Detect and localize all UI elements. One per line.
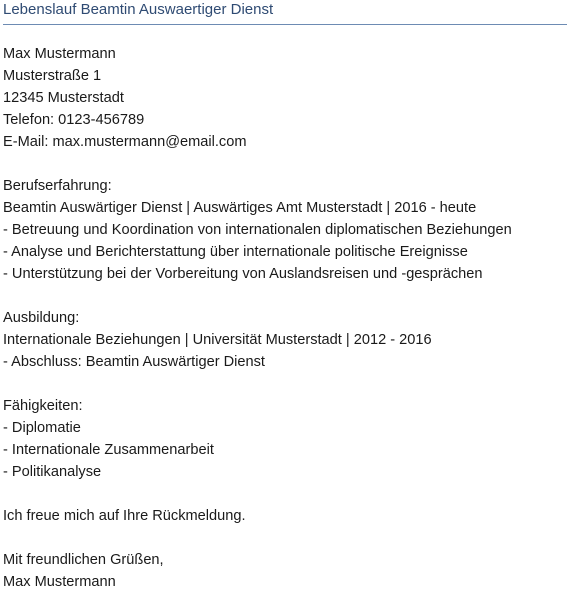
skill-item: - Diplomatie (3, 420, 81, 436)
contact-block (3, 43, 563, 153)
experience-item: - Unterstützung bei der Vorbereitung von Auslandsreisen und -gesprächen (3, 266, 483, 282)
document-title: Lebenslauf Beamtin Auswaertiger Dienst (3, 1, 274, 18)
signature-name: Max Mustermann (3, 574, 116, 590)
education-entry: Internationale Beziehungen | Universität Musterstadt | 2012 - 2016 (3, 332, 432, 348)
spacer (3, 527, 563, 549)
spacer (3, 285, 563, 307)
spacer (3, 373, 563, 395)
closing-block (3, 549, 563, 593)
title-divider (3, 24, 567, 25)
contact-street: Musterstraße 1 (3, 68, 102, 84)
contact-name: Max Mustermann (3, 46, 116, 62)
experience-position: Beamtin Auswärtiger Dienst | Auswärtiges Amt Musterstadt | 2016 - heute (3, 200, 477, 216)
skills-section (3, 395, 563, 483)
contact-phone: Telefon: 0123-456789 (3, 112, 145, 128)
closing-note: Ich freue mich auf Ihre Rückmeldung. (3, 508, 246, 524)
closing-salutation: Mit freundlichen Grüßen, (3, 552, 164, 568)
contact-email: E-Mail: max.mustermann@email.com (3, 134, 247, 150)
spacer (3, 153, 563, 175)
skills-heading: Fähigkeiten: (3, 398, 83, 414)
skill-item: - Internationale Zusammenarbeit (3, 442, 214, 458)
spacer (3, 483, 563, 505)
experience-item: - Analyse und Berichterstattung über internationale politische Ereignisse (3, 244, 468, 260)
contact-city: 12345 Musterstadt (3, 90, 124, 106)
experience-heading: Berufserfahrung: (3, 178, 112, 194)
experience-section (3, 175, 563, 285)
education-section (3, 307, 563, 373)
experience-item: - Betreuung und Koordination von internationalen diplomatischen Beziehungen (3, 222, 512, 238)
education-heading: Ausbildung: (3, 310, 80, 326)
education-item: - Abschluss: Beamtin Auswärtiger Dienst (3, 354, 265, 370)
document-body (3, 43, 563, 593)
skill-item: - Politikanalyse (3, 464, 102, 480)
